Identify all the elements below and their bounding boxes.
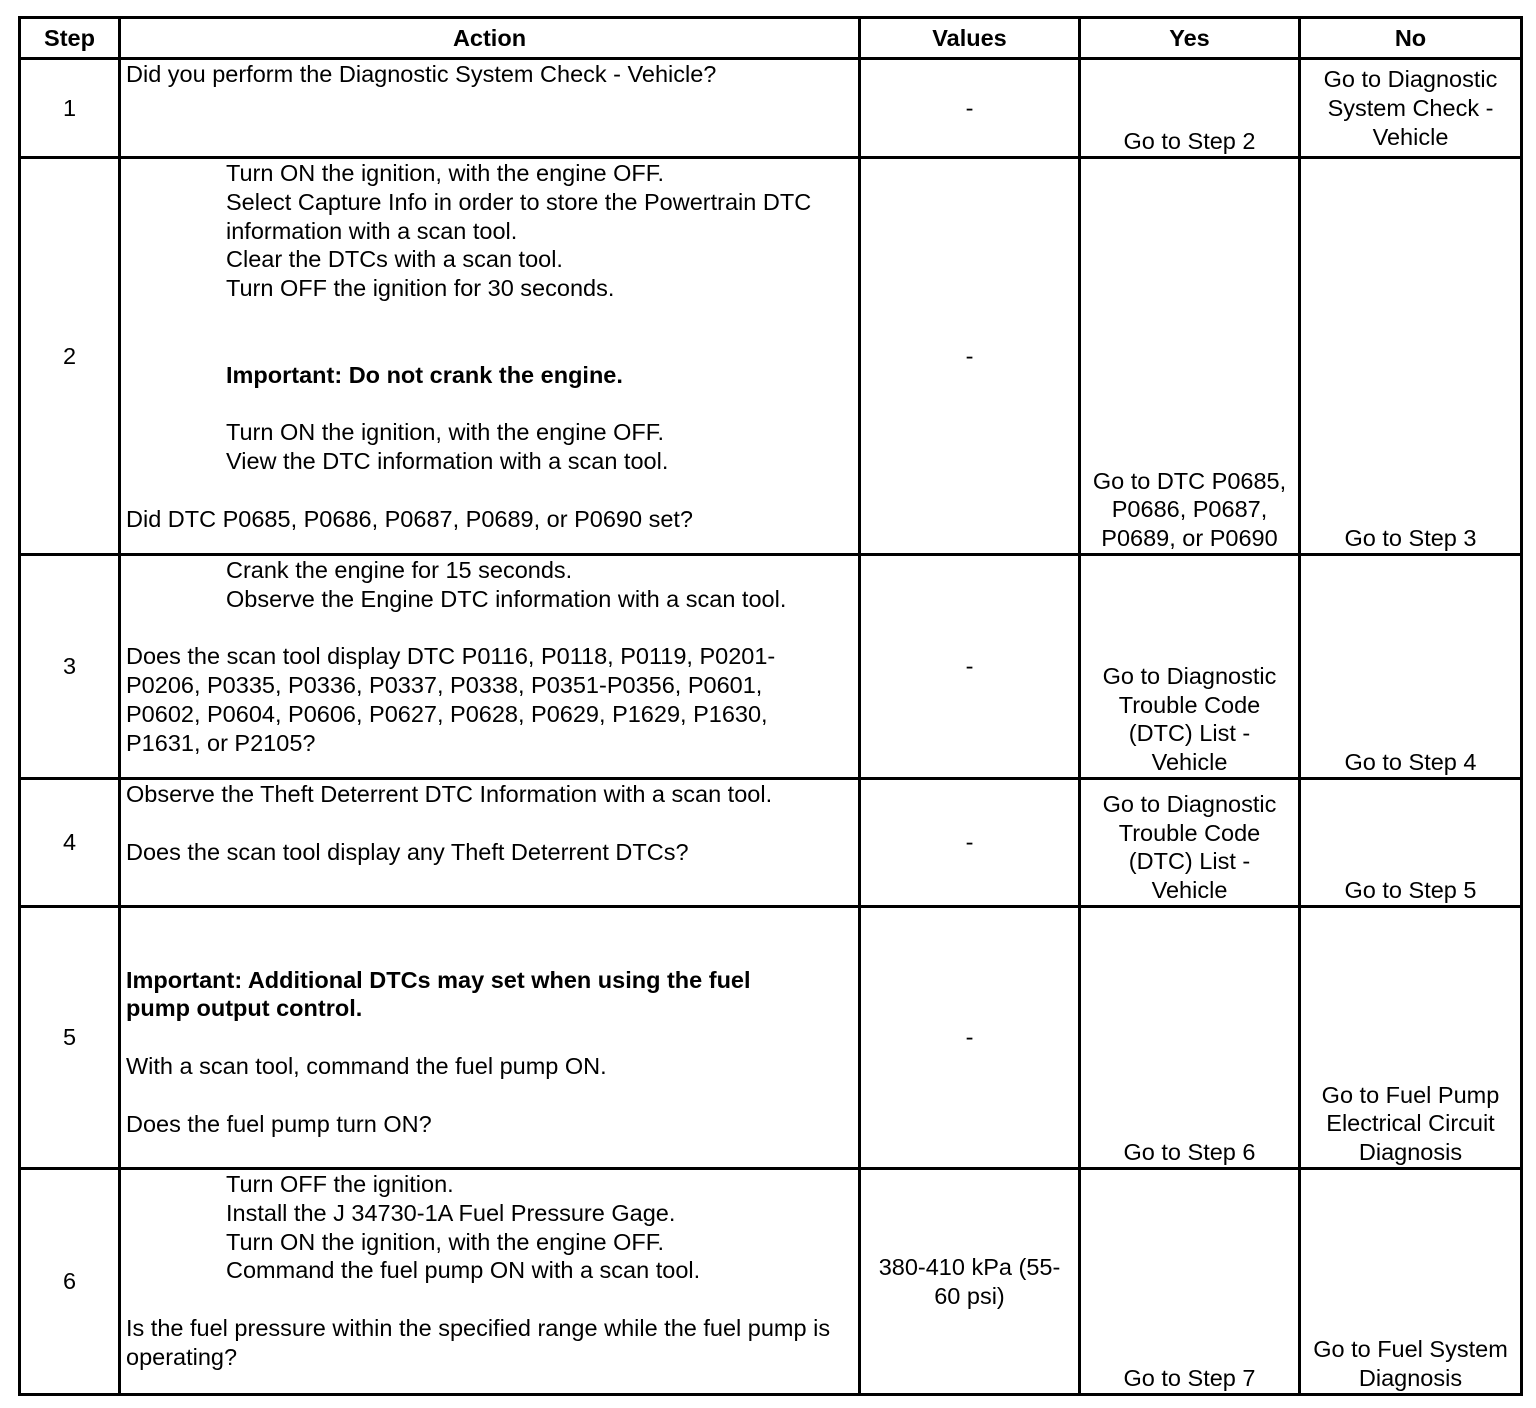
header-no: No xyxy=(1300,18,1522,59)
action-cell xyxy=(120,1169,860,1395)
no-cell: Go to Diagnostic System Check - Vehicle xyxy=(1300,59,1522,158)
no-cell: Go to Step 3 xyxy=(1300,158,1522,555)
action-cell xyxy=(120,555,860,779)
yes-cell: Go to DTC P0685, P0686, P0687, P0689, or P0690 xyxy=(1080,158,1300,555)
no-cell: Go to Step 4 xyxy=(1300,555,1522,779)
action-cell xyxy=(120,158,860,555)
step-number: 3 xyxy=(20,555,120,779)
action-step: Clear the DTCs with a scan tool. xyxy=(226,246,563,273)
action-step: View the DTC information with a scan tool. xyxy=(226,447,669,474)
table-row xyxy=(20,1169,1522,1395)
action-step: Crank the engine for 15 seconds. xyxy=(226,557,573,583)
action-step: Turn ON the ignition, with the engine OFF. xyxy=(226,1228,665,1255)
table-row xyxy=(20,555,1522,779)
header-values: Values xyxy=(860,18,1080,59)
action-line: With a scan tool, command the fuel pump ON. xyxy=(126,1052,607,1079)
header-step: Step xyxy=(20,18,120,59)
no-cell: Go to Step 5 xyxy=(1300,779,1522,907)
action-step: Install the J 34730-1A Fuel Pressure Gage. xyxy=(226,1199,676,1226)
table-row xyxy=(20,59,1522,158)
yes-cell: Go to Step 7 xyxy=(1080,1169,1300,1395)
values-cell: - xyxy=(860,907,1080,1169)
action-question: Does the fuel pump turn ON? xyxy=(126,1110,432,1137)
action-step: Observe the Engine DTC information with a scan tool. xyxy=(226,585,787,612)
values-cell: - xyxy=(860,555,1080,779)
values-cell: - xyxy=(860,59,1080,158)
values-cell: 380-410 kPa (55-60 psi) xyxy=(860,1169,1080,1395)
yes-cell: Go to Diagnostic Trouble Code (DTC) List - Vehicle xyxy=(1080,779,1300,907)
table-header-row xyxy=(20,18,1522,59)
important-note: Important: Do not crank the engine. xyxy=(226,361,623,388)
action-question: Does the scan tool display DTC P0116, P0118, P0119, P0201-P0206, P0335, P0336, P0337, P0338, P0351-P0356, P0601, P0602, P0604, P0606, P0627, P0628, P0629, P1629, P1630, P1631, or P2105? xyxy=(126,643,776,756)
action-step: Turn ON the ignition, with the engine OFF. xyxy=(226,419,665,446)
action-cell xyxy=(120,779,860,907)
table-row xyxy=(20,907,1522,1169)
header-action: Action xyxy=(120,18,860,59)
action-step: Turn ON the ignition, with the engine OFF. xyxy=(226,160,665,186)
no-cell: Go to Fuel System Diagnosis xyxy=(1300,1169,1522,1395)
table-row xyxy=(20,158,1522,555)
action-step: Select Capture Info in order to store the Powertrain DTC xyxy=(226,188,812,215)
diagnostic-table xyxy=(18,16,1523,1396)
action-cell xyxy=(120,59,860,158)
yes-cell: Go to Step 6 xyxy=(1080,907,1300,1169)
header-yes: Yes xyxy=(1080,18,1300,59)
step-number: 1 xyxy=(20,59,120,158)
action-line: Observe the Theft Deterrent DTC Information with a scan tool. xyxy=(126,781,773,807)
step-number: 5 xyxy=(20,907,120,1169)
yes-cell: Go to Step 2 xyxy=(1080,59,1300,158)
diagnostic-table-container xyxy=(18,16,1520,1396)
action-cell xyxy=(120,907,860,1169)
yes-cell: Go to Diagnostic Trouble Code (DTC) List - Vehicle xyxy=(1080,555,1300,779)
values-cell: - xyxy=(860,158,1080,555)
action-step: Turn OFF the ignition. xyxy=(226,1171,454,1197)
action-step: information with a scan tool. xyxy=(226,217,518,244)
action-question: Did you perform the Diagnostic System Check - Vehicle? xyxy=(126,61,717,87)
step-number: 6 xyxy=(20,1169,120,1395)
action-step: Turn OFF the ignition for 30 seconds. xyxy=(226,275,615,302)
step-number: 4 xyxy=(20,779,120,907)
values-cell: - xyxy=(860,779,1080,907)
no-cell: Go to Fuel Pump Electrical Circuit Diagnosis xyxy=(1300,907,1522,1169)
action-question: Does the scan tool display any Theft Deterrent DTCs? xyxy=(126,838,689,865)
table-row xyxy=(20,779,1522,907)
action-step: Command the fuel pump ON with a scan tool. xyxy=(226,1257,701,1284)
action-question: Did DTC P0685, P0686, P0687, P0689, or P0690 set? xyxy=(126,505,693,532)
important-note: Important: Additional DTCs may set when using the fuel pump output control. xyxy=(126,966,751,1022)
action-question: Is the fuel pressure within the specified range while the fuel pump is operating? xyxy=(126,1314,831,1370)
step-number: 2 xyxy=(20,158,120,555)
